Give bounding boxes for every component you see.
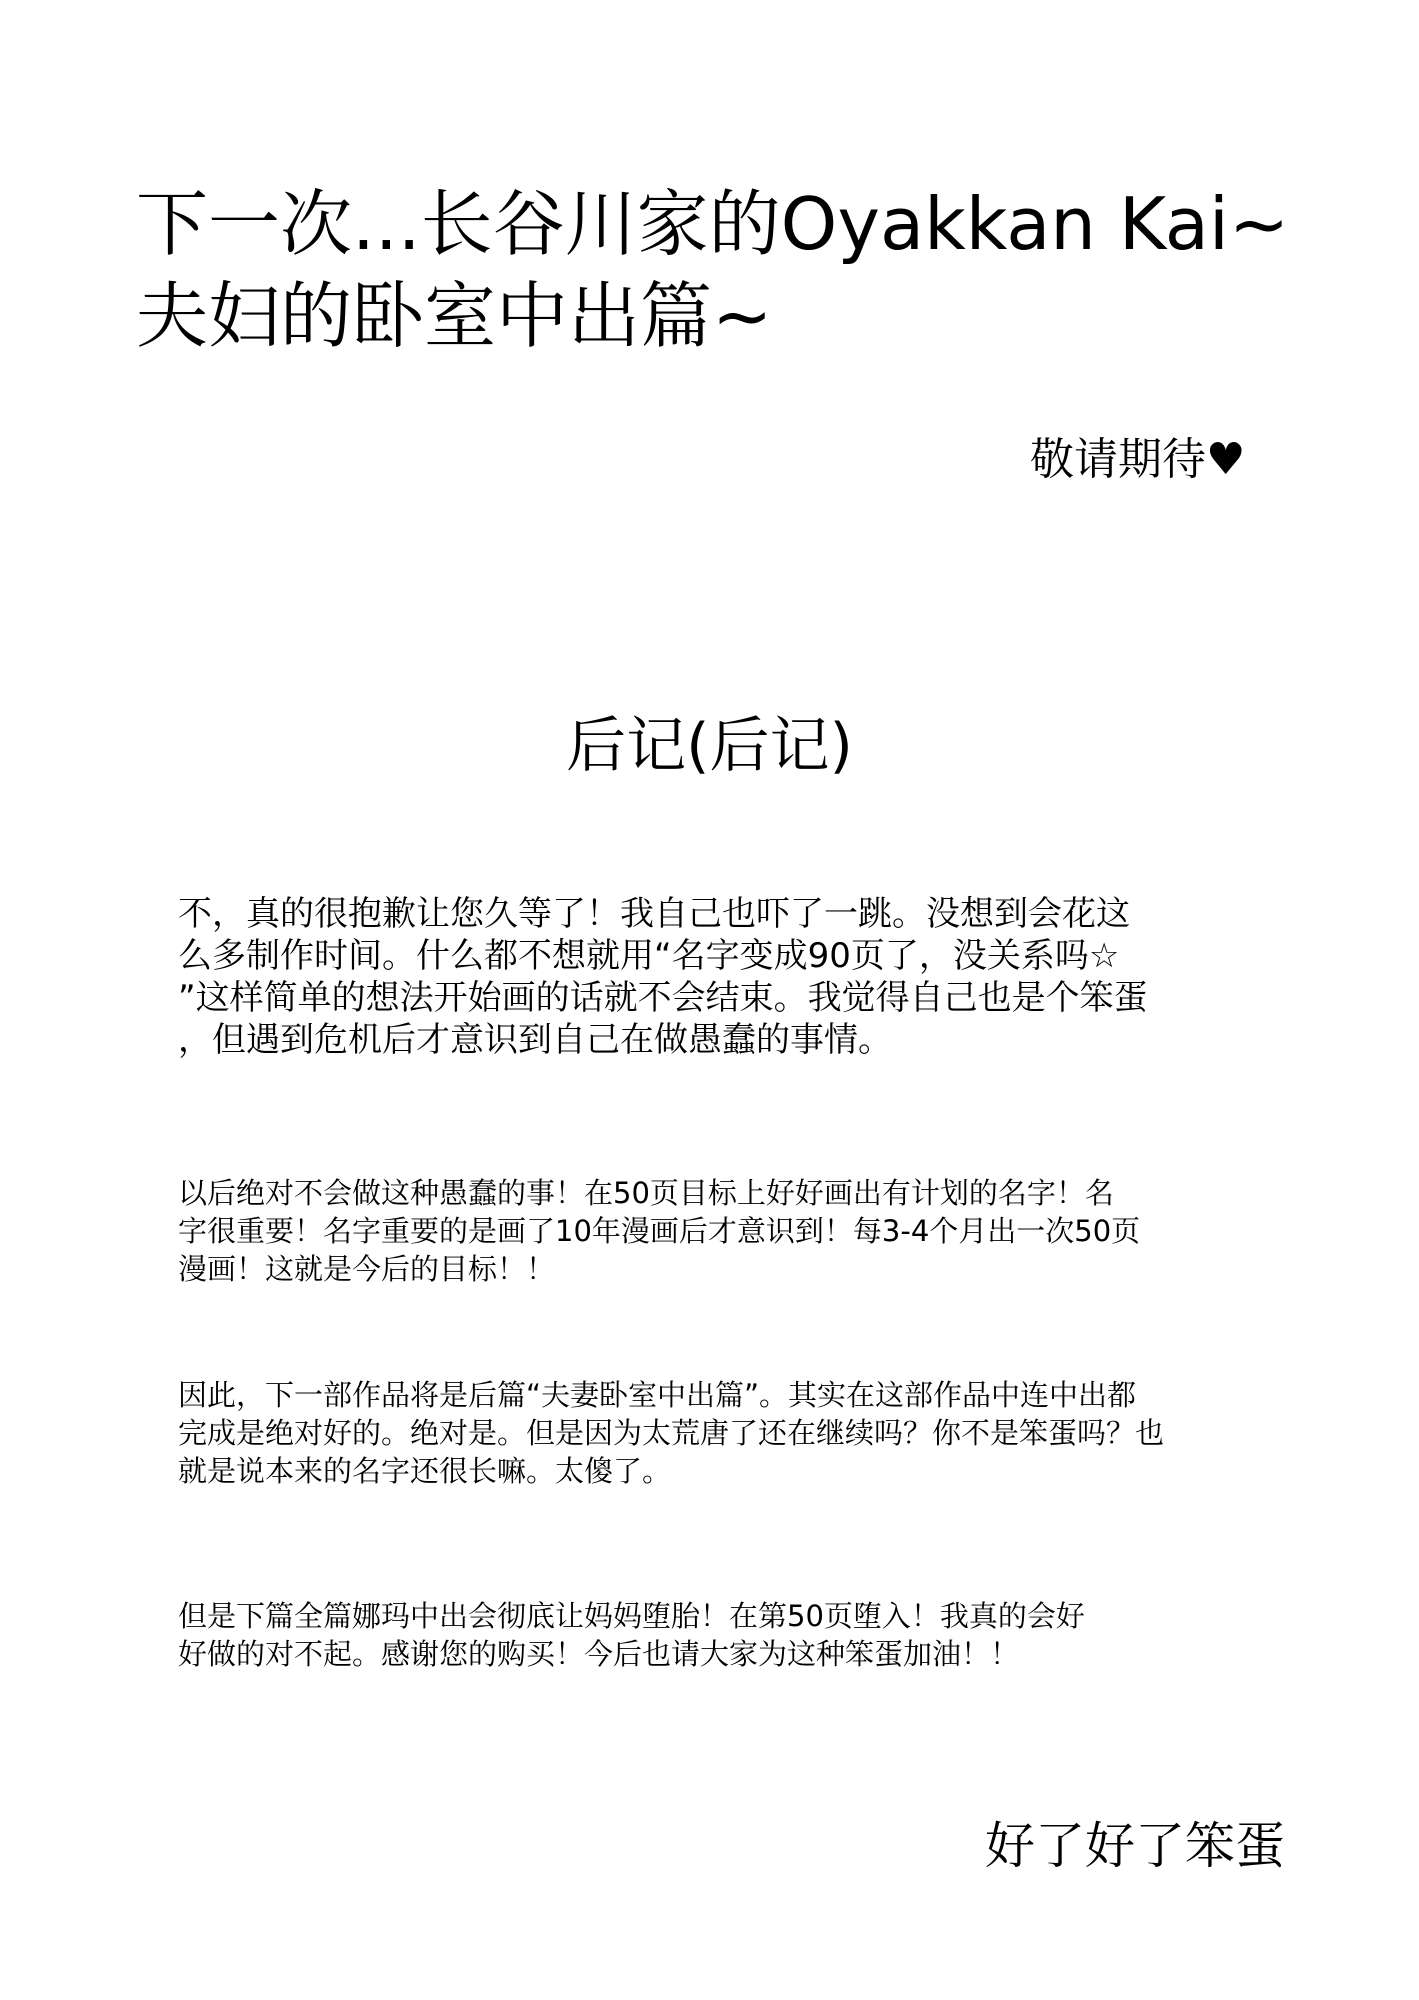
paragraph-line: ，但遇到危机后才意识到自己在做愚蠢的事情。 — [178, 1020, 892, 1060]
paragraph-line: 么多制作时间。什么都不想就用“名字变成90页了，没关系吗☆ — [178, 936, 1120, 976]
paragraph-line: ”这样简单的想法开始画的话就不会结束。我觉得自己也是个笨蛋 — [178, 978, 1148, 1018]
afterword-paragraph-2 — [178, 1174, 1278, 1288]
signoff-text: 好了好了笨蛋 — [985, 1817, 1285, 1875]
next-volume-title-line-1: 下一次...长谷川家的Oyakkan Kai~ — [136, 182, 1290, 266]
next-volume-title-line-2: 夫妇的卧室中出篇~ — [136, 274, 773, 358]
paragraph-line: 因此，下一部作品将是后篇“夫妻卧室中出篇”。其实在这部作品中连中出都 — [178, 1378, 1137, 1412]
paragraph-line: 不，真的很抱歉让您久等了！我自己也吓了一跳。没想到会花这 — [178, 894, 1130, 934]
paragraph-line: 但是下篇全篇娜玛中出会彻底让妈妈堕胎！在第50页堕入！我真的会好 — [178, 1599, 1085, 1633]
paragraph-line: 字很重要！名字重要的是画了10年漫画后才意识到！每3-4个月出一次50页 — [178, 1214, 1141, 1248]
afterword-heading: 后记(后记) — [566, 711, 853, 781]
paragraph-line: 完成是绝对好的。绝对是。但是因为太荒唐了还在继续吗？你不是笨蛋吗？也 — [178, 1416, 1165, 1450]
stay-tuned-text: 敬请期待♥ — [1030, 434, 1246, 485]
paragraph-line: 就是说本来的名字还很长嘛。太傻了。 — [178, 1454, 672, 1488]
afterword-paragraph-1 — [178, 893, 1278, 1061]
paragraph-line: 漫画！这就是今后的目标！！ — [178, 1252, 556, 1286]
paragraph-line: 以后绝对不会做这种愚蠢的事！在50页目标上好好画出有计划的名字！名 — [178, 1176, 1114, 1210]
next-volume-title — [136, 178, 1290, 362]
paragraph-line: 好做的对不起。感谢您的购买！今后也请大家为这种笨蛋加油！！ — [178, 1637, 1020, 1671]
afterword-paragraph-4 — [178, 1597, 1278, 1673]
afterword-paragraph-3 — [178, 1376, 1278, 1490]
